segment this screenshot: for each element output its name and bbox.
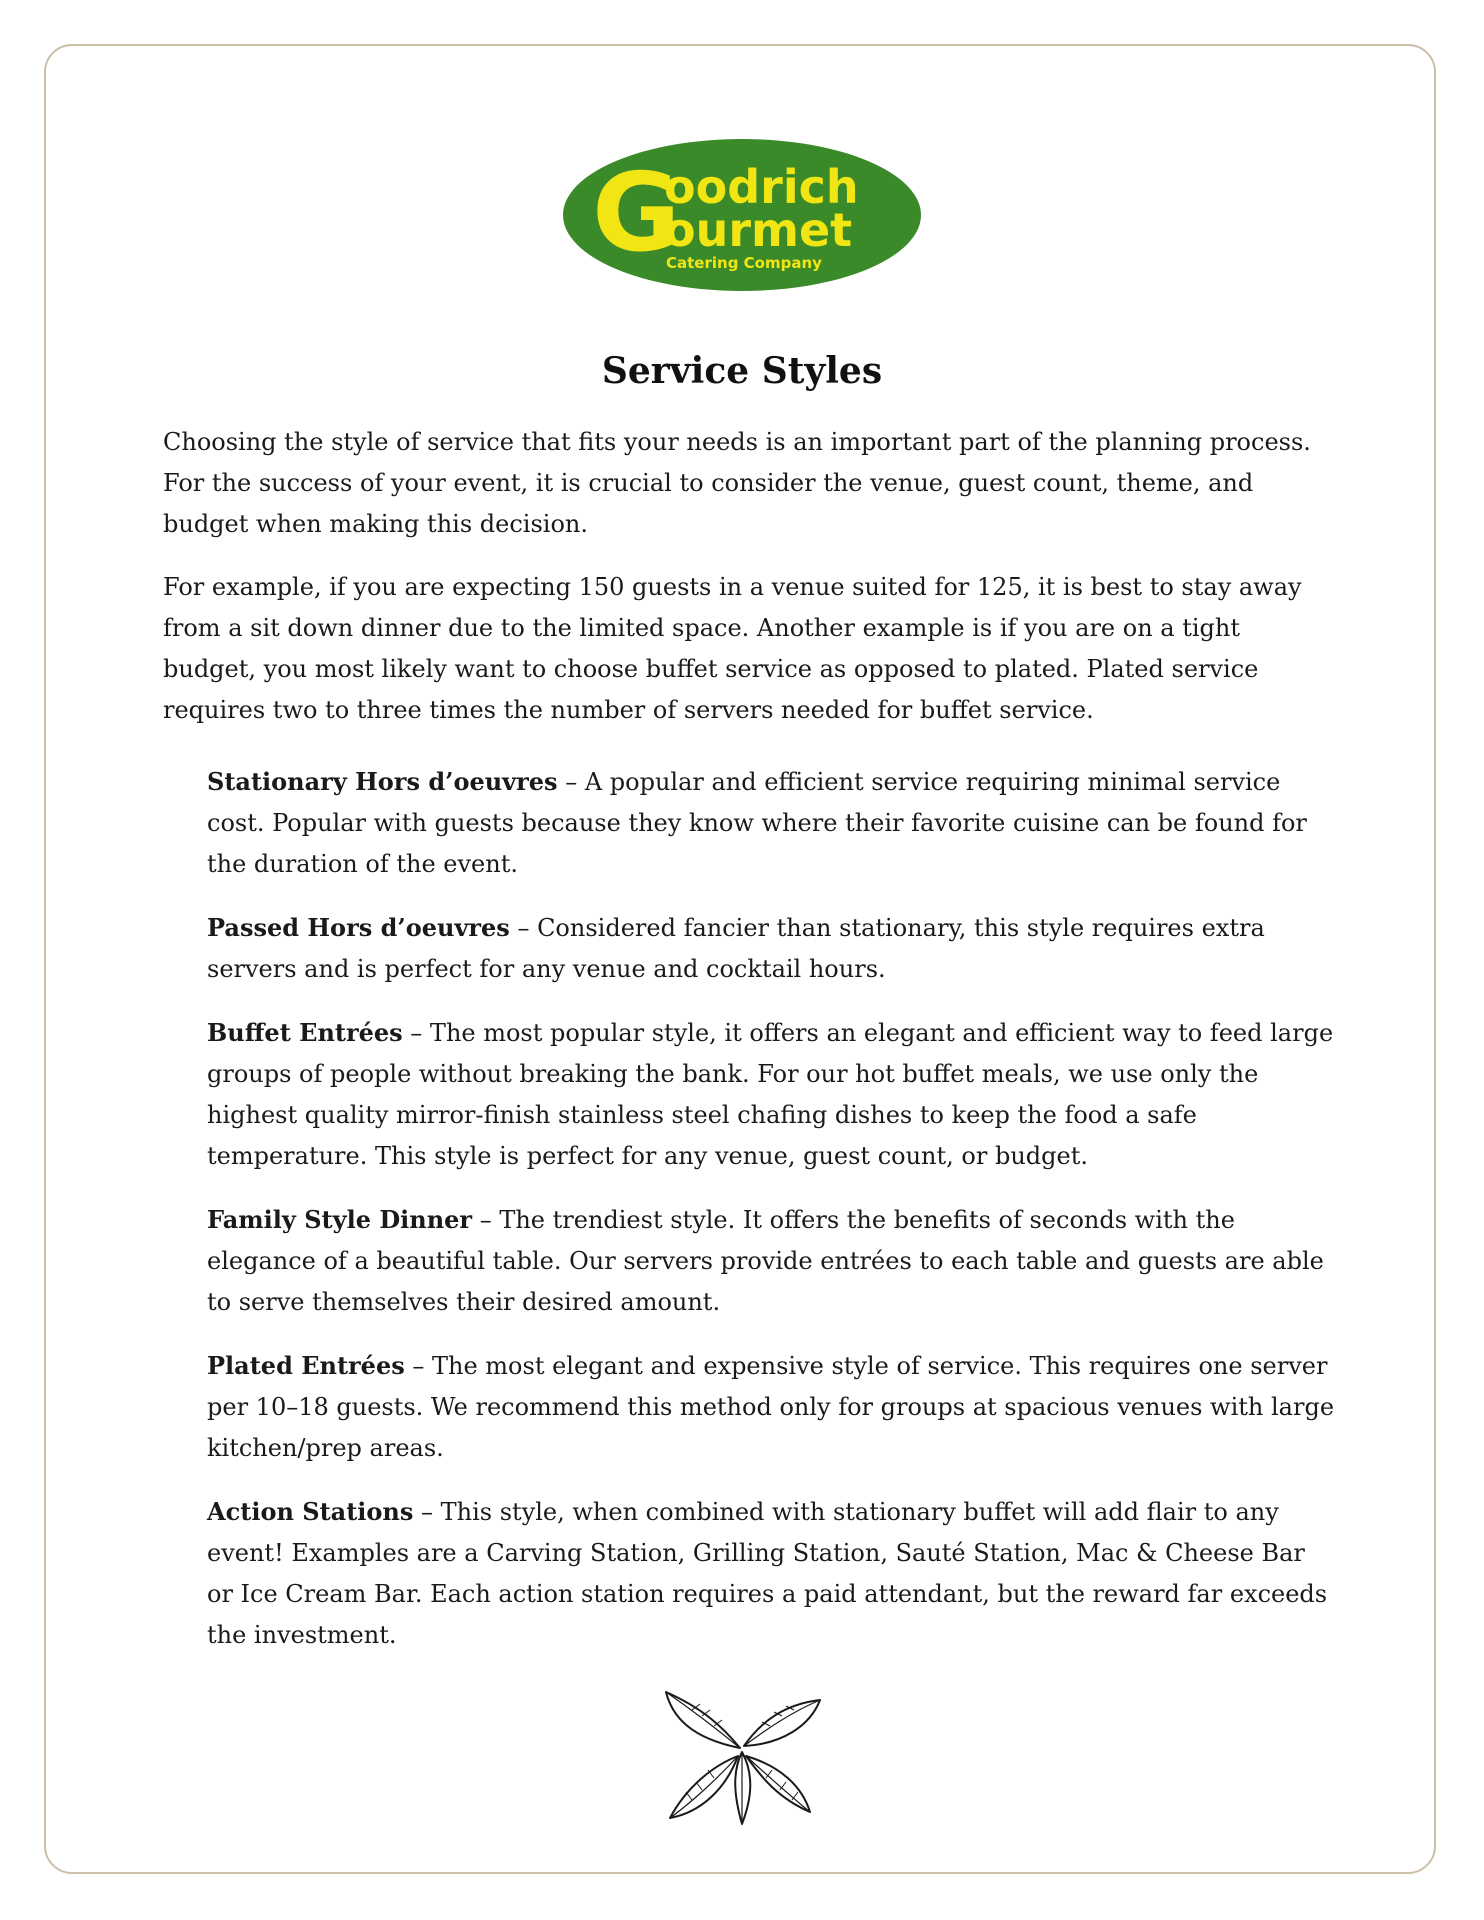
service-style-description: – The most elegant and expensive style of service. This requires one server per 10–18 guests. We recommend this method only for groups at spacious venues with large kitchen/prep areas. (207, 1352, 1335, 1462)
service-style-item (207, 907, 1338, 990)
service-style-item (207, 1199, 1338, 1323)
service-style-item (207, 1345, 1338, 1469)
logo-line-2: ourmet (664, 203, 853, 257)
service-style-name: Passed Hors d’oeuvres (207, 913, 510, 942)
service-style-description: – Considered fancier than stationary, this style requires extra servers and is perfect for any venue and cocktail hours. (207, 914, 1265, 983)
service-style-item (207, 1012, 1338, 1177)
logo-initial: G (592, 151, 681, 276)
service-style-name: Buffet Entrées (207, 1018, 403, 1047)
service-style-name: Action Stations (207, 1497, 414, 1526)
service-style-description: – The trendiest style. It offers the benefits of seconds with the elegance of a beautiful table. Our servers provide entrées to each table and guests are able to serve themselves their desired amount. (207, 1206, 1324, 1316)
logo-line-1: oodrich (664, 160, 859, 214)
service-style-item (207, 1491, 1338, 1656)
service-style-description: – A popular and efficient service requiring minimal service cost. Popular with guests because they know where their favorite cuisine can be found for the duration of the event. (207, 768, 1307, 878)
service-styles-list (163, 761, 1338, 1656)
service-style-item (207, 761, 1338, 885)
page-title: Service Styles (601, 350, 883, 392)
service-style-name: Plated Entrées (207, 1351, 405, 1380)
service-style-name: Family Style Dinner (207, 1205, 473, 1234)
service-style-description: – The most popular style, it offers an elegant and efficient way to feed large groups of people without breaking the bank. For our hot buffet meals, we use only the highest quality mirror-finish stainless steel chafing dishes to keep the food a safe temperature. This style is perfect for any venue, guest count, or budget. (207, 1019, 1334, 1170)
intro-paragraph: For example, if you are expecting 150 guests in a venue suited for 125, it is best to stay away from a sit down dinner due to the limited space. Another example is if you are on a tight budget, you most likely want to choose buffet service as opposed to plated. Plated service requires two to three times the number of servers needed for buffet service. (163, 573, 1302, 724)
service-style-name: Stationary Hors d’oeuvres (207, 767, 558, 796)
goodrich-gourmet-logo (562, 138, 922, 292)
service-style-description: – This style, when combined with stationary buffet will add flair to any event! Examples are a Carving Station, Grilling Station, Sauté Station, Mac & Cheese Bar or Ice Cream Bar. Each action station requires a paid attendant, but the reward far exceeds the investment. (207, 1498, 1328, 1649)
intro-section (163, 422, 1338, 731)
document-body (163, 422, 1338, 1678)
basil-leaves-icon (662, 1686, 822, 1826)
intro-paragraph: Choosing the style of service that fits your needs is an important part of the planning process. For the success of your event, it is crucial to consider the venue, guest count, theme, and budget when making this decision. (163, 428, 1311, 538)
logo-tagline: Catering Company (666, 254, 822, 272)
